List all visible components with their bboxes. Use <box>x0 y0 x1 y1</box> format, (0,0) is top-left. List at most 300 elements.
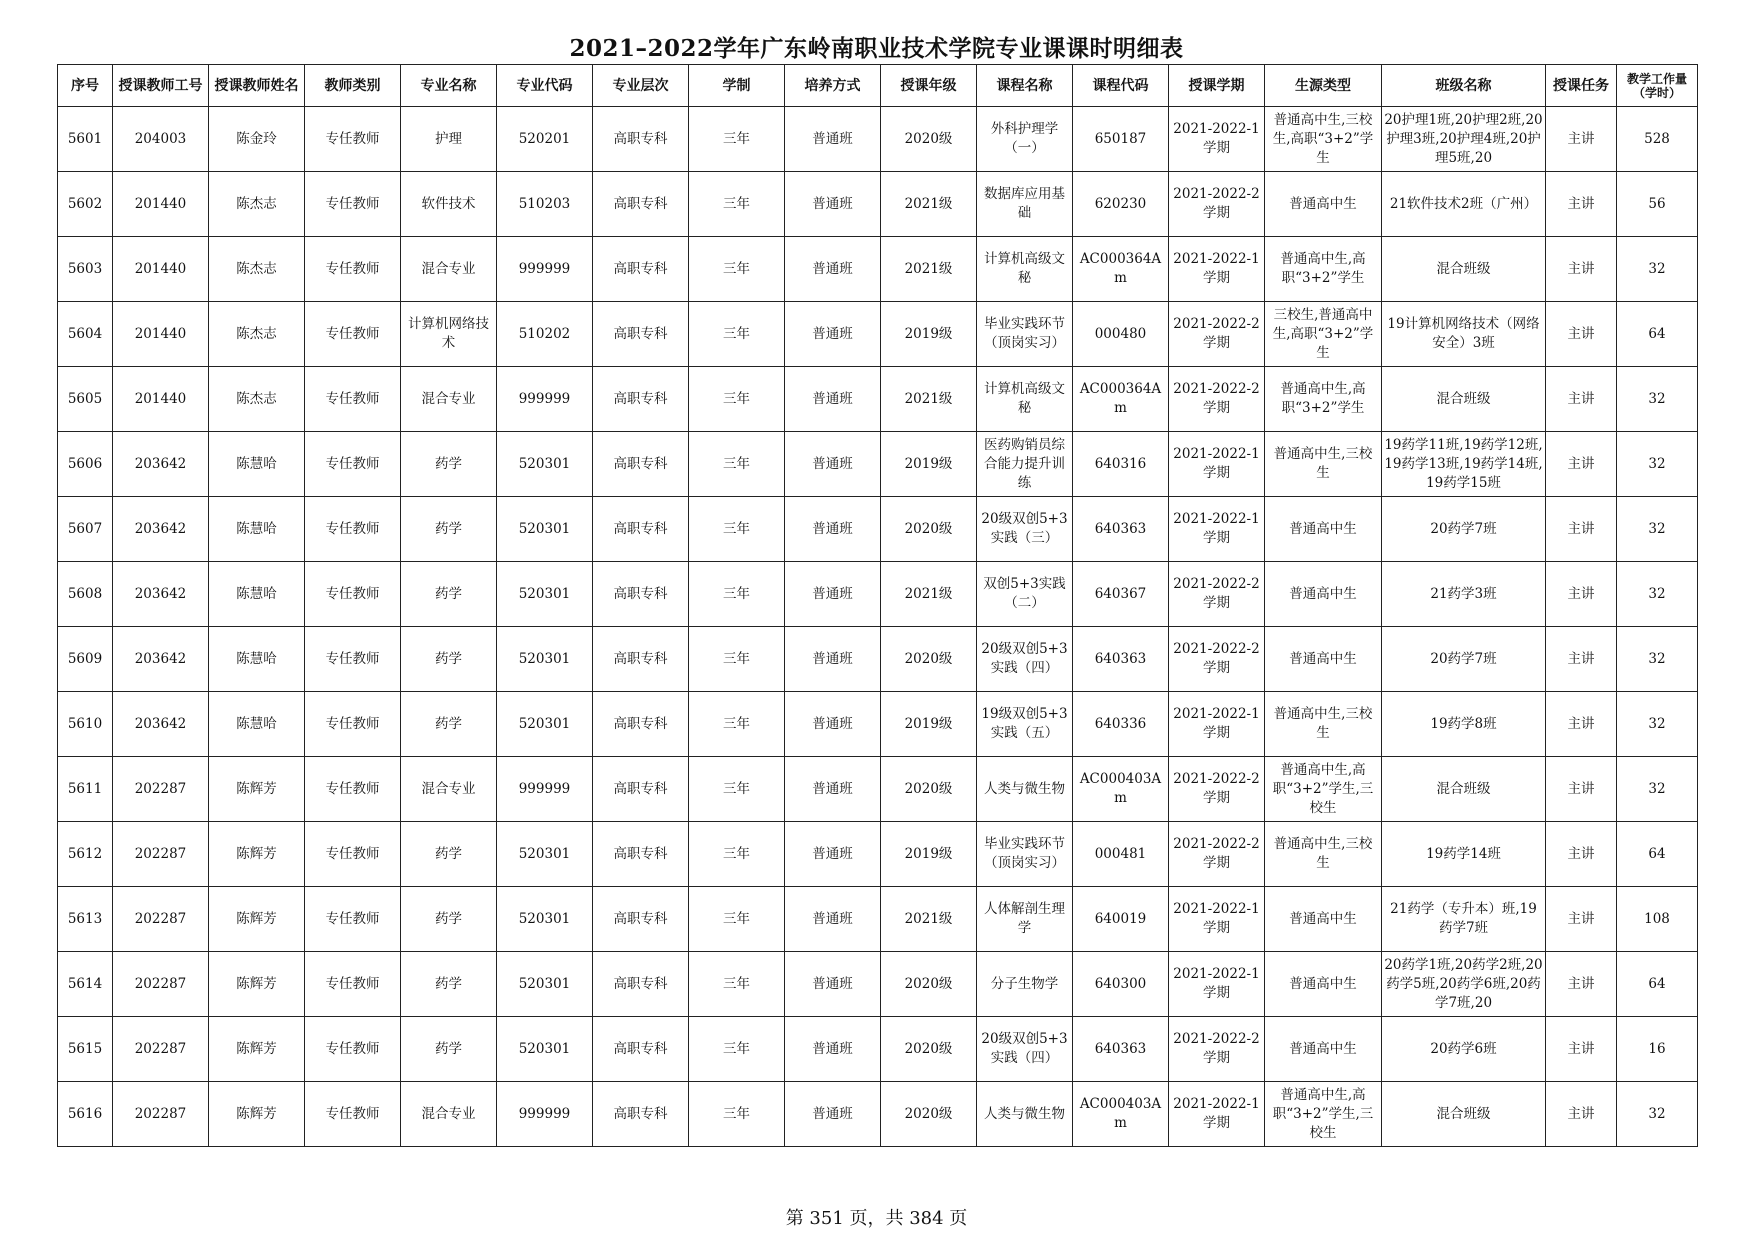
table-cell <box>785 302 881 367</box>
course-hours-table <box>57 64 1698 1147</box>
cell-text: 高职专科 <box>613 780 668 797</box>
table-cell <box>1617 172 1698 237</box>
table-cell <box>497 757 593 822</box>
cell-text: 普通班 <box>812 325 853 342</box>
cell-text: 普通高中生 <box>1289 650 1357 667</box>
cell-text: 2021-2022-2学期 <box>1173 576 1260 611</box>
table-cell <box>1073 367 1169 432</box>
table-cell <box>209 692 305 757</box>
table-cell <box>689 757 785 822</box>
table-cell <box>1073 822 1169 887</box>
table-cell <box>689 302 785 367</box>
cell-text: 普通高中生 <box>1289 520 1357 537</box>
table-cell <box>1169 952 1265 1017</box>
table-cell <box>1073 1017 1169 1082</box>
column-header: 课程代码 <box>1073 65 1169 107</box>
table-row <box>58 367 1698 432</box>
table-cell <box>689 562 785 627</box>
table-cell <box>305 952 401 1017</box>
cell-text: 高职专科 <box>613 585 668 602</box>
table-cell <box>58 822 113 887</box>
cell-text: 2020级 <box>904 650 953 667</box>
table-cell <box>401 627 497 692</box>
table-cell <box>1169 302 1265 367</box>
cell-text: 专任教师 <box>325 130 380 147</box>
cell-text: 专任教师 <box>325 520 380 537</box>
cell-text: 三年 <box>723 1040 750 1057</box>
cell-text: 21软件技术2班（广州） <box>1389 195 1538 212</box>
table-cell <box>977 497 1073 562</box>
cell-text: 2021级 <box>904 195 953 212</box>
cell-text: 高职专科 <box>613 1040 668 1057</box>
cell-text: AC000403Am <box>1079 771 1162 806</box>
table-cell <box>58 757 113 822</box>
page-title: 2021–2022学年广东岭南职业技术学院专业课课时明细表 <box>569 35 1184 62</box>
table-cell <box>113 172 209 237</box>
cell-text: 主讲 <box>1567 780 1595 797</box>
cell-text: 三年 <box>723 130 750 147</box>
cell-text: 三年 <box>723 260 750 277</box>
table-cell <box>1546 1017 1617 1082</box>
cell-text: 201440 <box>134 195 187 212</box>
column-header: 培养方式 <box>785 65 881 107</box>
table-cell <box>977 887 1073 952</box>
cell-text: 20护理1班,20护理2班,20护理3班,20护理4班,20护理5班,20 <box>1384 111 1543 166</box>
table-cell <box>209 627 305 692</box>
table-row <box>58 757 1698 822</box>
table-cell <box>881 107 977 172</box>
table-cell <box>593 432 689 497</box>
table-cell <box>1617 757 1698 822</box>
cell-text: 5615 <box>67 1040 103 1057</box>
table-cell <box>1617 627 1698 692</box>
column-header: 授课教师工号 <box>113 65 209 107</box>
table-cell <box>689 237 785 302</box>
cell-text: 2021-2022-1学期 <box>1173 511 1260 546</box>
cell-text: 32 <box>1648 390 1666 407</box>
cell-text: 2021-2022-1学期 <box>1173 966 1260 1001</box>
table-cell <box>689 432 785 497</box>
cell-text: 999999 <box>518 780 571 797</box>
table-cell <box>1073 627 1169 692</box>
table-cell <box>58 172 113 237</box>
table-cell <box>497 367 593 432</box>
table-cell <box>209 367 305 432</box>
cell-text: 5611 <box>67 780 103 797</box>
table-cell <box>497 497 593 562</box>
cell-text: 520301 <box>518 520 571 537</box>
table-cell <box>1617 822 1698 887</box>
table-row <box>58 107 1698 172</box>
table-cell <box>977 757 1073 822</box>
table-row <box>58 237 1698 302</box>
cell-text: 专任教师 <box>325 975 380 992</box>
table-cell <box>1546 432 1617 497</box>
table-cell <box>689 822 785 887</box>
cell-text: 陈辉芳 <box>236 1040 277 1057</box>
table-cell <box>1169 627 1265 692</box>
cell-text: 普通高中生,高职“3+2”学生,三校生 <box>1272 761 1374 816</box>
cell-text: 5603 <box>67 260 103 277</box>
cell-text: 2021-2022-1学期 <box>1173 121 1260 156</box>
cell-text: 5613 <box>67 910 103 927</box>
cell-text: 药学 <box>435 910 462 927</box>
table-cell <box>1265 692 1382 757</box>
cell-text: 普通高中生,高职“3+2”学生 <box>1280 251 1366 286</box>
cell-text: 双创5+3实践（二） <box>983 576 1066 611</box>
table-cell <box>113 497 209 562</box>
cell-text: 高职专科 <box>613 715 668 732</box>
cell-text: 高职专科 <box>613 260 668 277</box>
table-cell <box>1073 952 1169 1017</box>
table-cell <box>881 952 977 1017</box>
table-cell <box>401 172 497 237</box>
table-cell <box>1073 1082 1169 1147</box>
cell-text: 2021-2022-1学期 <box>1173 901 1260 936</box>
table-cell <box>881 692 977 757</box>
cell-text: 主讲 <box>1567 910 1595 927</box>
cell-text: 19药学8班 <box>1430 715 1497 732</box>
table-cell <box>58 237 113 302</box>
cell-text: 主讲 <box>1567 585 1595 602</box>
table-cell <box>113 1017 209 1082</box>
cell-text: 32 <box>1648 260 1666 277</box>
cell-text: 主讲 <box>1567 390 1595 407</box>
table-cell <box>58 1017 113 1082</box>
table-cell <box>1169 1082 1265 1147</box>
column-header: 序号 <box>58 65 113 107</box>
table-cell <box>497 822 593 887</box>
cell-text: 混合班级 <box>1436 260 1491 277</box>
table-cell <box>113 952 209 1017</box>
table-cell <box>58 367 113 432</box>
table-cell <box>497 1017 593 1082</box>
cell-text: 普通高中生,高职“3+2”学生 <box>1280 381 1366 416</box>
table-cell <box>113 562 209 627</box>
cell-text: 520301 <box>518 650 571 667</box>
cell-text: 2021-2022-2学期 <box>1173 641 1260 676</box>
table-cell <box>497 172 593 237</box>
table-body <box>58 107 1698 1147</box>
cell-text: 2019级 <box>904 845 953 862</box>
cell-text: 专任教师 <box>325 780 380 797</box>
cell-text: 药学 <box>435 845 462 862</box>
cell-text: 高职专科 <box>613 845 668 862</box>
table-cell <box>1382 237 1546 302</box>
table-cell <box>305 107 401 172</box>
cell-text: 主讲 <box>1567 845 1595 862</box>
table-cell <box>1265 1017 1382 1082</box>
cell-text: 203642 <box>134 455 187 472</box>
table-cell <box>977 822 1073 887</box>
column-header: 授课学期 <box>1169 65 1265 107</box>
cell-text: 普通班 <box>812 260 853 277</box>
column-header: 学制 <box>689 65 785 107</box>
cell-text: 202287 <box>134 975 187 992</box>
cell-text: 高职专科 <box>613 390 668 407</box>
cell-text: 高职专科 <box>613 455 668 472</box>
table-cell <box>1169 107 1265 172</box>
cell-text: 高职专科 <box>613 975 668 992</box>
table-cell <box>401 692 497 757</box>
table-cell <box>593 107 689 172</box>
table-cell <box>1265 172 1382 237</box>
table-cell <box>593 497 689 562</box>
table-cell <box>1073 302 1169 367</box>
cell-text: 21药学3班 <box>1430 585 1497 602</box>
table-cell <box>977 1017 1073 1082</box>
table-cell <box>113 822 209 887</box>
table-cell <box>1546 692 1617 757</box>
table-cell <box>401 887 497 952</box>
table-cell <box>689 497 785 562</box>
table-cell <box>1169 367 1265 432</box>
table-cell <box>593 1082 689 1147</box>
cell-text: 陈辉芳 <box>236 975 277 992</box>
cell-text: 203642 <box>134 520 187 537</box>
cell-text: 普通班 <box>812 455 853 472</box>
table-row <box>58 172 1698 237</box>
cell-text: 201440 <box>134 260 187 277</box>
table-cell <box>881 887 977 952</box>
cell-text: 520301 <box>518 715 571 732</box>
table-cell <box>785 497 881 562</box>
table-cell <box>58 952 113 1017</box>
cell-text: 203642 <box>134 585 187 602</box>
cell-text: 普通高中生,三校生 <box>1273 836 1373 871</box>
cell-text: 三年 <box>723 1105 750 1122</box>
cell-text: 204003 <box>134 130 187 147</box>
cell-text: 32 <box>1648 715 1666 732</box>
table-cell <box>1169 692 1265 757</box>
table-cell <box>1546 1082 1617 1147</box>
cell-text: 2020级 <box>904 520 953 537</box>
cell-text: 普通高中生,高职“3+2”学生,三校生 <box>1272 1086 1374 1141</box>
table-cell <box>1617 497 1698 562</box>
cell-text: 2021-2022-2学期 <box>1173 836 1260 871</box>
cell-text: 陈辉芳 <box>236 910 277 927</box>
cell-text: 专任教师 <box>325 845 380 862</box>
table-cell <box>881 367 977 432</box>
cell-text: 2019级 <box>904 455 953 472</box>
cell-text: 203642 <box>134 650 187 667</box>
cell-text: 毕业实践环节（顶岗实习） <box>984 836 1065 871</box>
cell-text: 陈慧哈 <box>236 715 277 732</box>
table-cell <box>497 562 593 627</box>
cell-text: 专任教师 <box>325 390 380 407</box>
cell-text: 三年 <box>723 650 750 667</box>
cell-text: 人类与微生物 <box>984 780 1065 797</box>
table-cell <box>881 757 977 822</box>
cell-text: 640363 <box>1094 1040 1147 1057</box>
cell-text: 陈慧哈 <box>236 585 277 602</box>
cell-text: 64 <box>1648 845 1666 862</box>
table-cell <box>977 1082 1073 1147</box>
cell-text: 混合专业 <box>421 260 476 277</box>
cell-text: 陈辉芳 <box>236 1105 277 1122</box>
cell-text: AC000364Am <box>1079 251 1162 286</box>
cell-text: 32 <box>1648 780 1666 797</box>
table-cell <box>401 1082 497 1147</box>
table-cell <box>689 692 785 757</box>
cell-text: 普通高中生 <box>1289 585 1357 602</box>
cell-text: 19计算机网络技术（网络安全）3班 <box>1387 316 1540 351</box>
cell-text: 药学 <box>435 975 462 992</box>
table-cell <box>113 887 209 952</box>
cell-text: 三年 <box>723 715 750 732</box>
cell-text: 普通班 <box>812 975 853 992</box>
cell-text: 药学 <box>435 585 462 602</box>
table-cell <box>785 367 881 432</box>
cell-text: AC000403Am <box>1079 1096 1162 1131</box>
table-cell <box>1546 302 1617 367</box>
cell-text: 医药购销员综合能力提升训练 <box>984 436 1065 491</box>
table-cell <box>977 107 1073 172</box>
cell-text: 主讲 <box>1567 455 1595 472</box>
table-cell <box>785 1082 881 1147</box>
table-cell <box>1169 172 1265 237</box>
table-cell <box>305 367 401 432</box>
table-cell <box>1546 497 1617 562</box>
table-cell <box>1265 887 1382 952</box>
table-cell <box>209 757 305 822</box>
table-cell <box>401 237 497 302</box>
cell-text: 陈杰志 <box>236 260 277 277</box>
cell-text: 5614 <box>67 975 103 992</box>
cell-text: 5608 <box>67 585 103 602</box>
table-cell <box>1617 237 1698 302</box>
column-header: 班级名称 <box>1382 65 1546 107</box>
cell-text: 000481 <box>1094 845 1147 862</box>
table-cell <box>1617 952 1698 1017</box>
cell-text: 5609 <box>67 650 103 667</box>
table-cell <box>1546 887 1617 952</box>
column-header: 专业名称 <box>401 65 497 107</box>
cell-text: 16 <box>1648 1040 1666 1057</box>
cell-text: 520301 <box>518 585 571 602</box>
table-cell <box>1382 692 1546 757</box>
table-cell <box>1382 822 1546 887</box>
table-cell <box>58 302 113 367</box>
table-cell <box>1169 757 1265 822</box>
table-cell <box>1382 432 1546 497</box>
table-cell <box>1617 1082 1698 1147</box>
cell-text: 2020级 <box>904 780 953 797</box>
table-cell <box>58 627 113 692</box>
cell-text: 三年 <box>723 975 750 992</box>
table-cell <box>1546 627 1617 692</box>
table-cell <box>305 757 401 822</box>
table-cell <box>881 497 977 562</box>
cell-text: 650187 <box>1094 130 1147 147</box>
cell-text: 专任教师 <box>325 1040 380 1057</box>
table-cell <box>497 627 593 692</box>
cell-text: 20药学7班 <box>1430 520 1497 537</box>
cell-text: 专任教师 <box>325 650 380 667</box>
table-cell <box>881 822 977 887</box>
table-cell <box>209 107 305 172</box>
column-header: 授课教师姓名 <box>209 65 305 107</box>
table-cell <box>497 887 593 952</box>
cell-text: 护理 <box>435 130 462 147</box>
table-cell <box>1169 237 1265 302</box>
table-cell <box>881 237 977 302</box>
table-cell <box>977 952 1073 1017</box>
cell-text: 510203 <box>518 195 571 212</box>
table-cell <box>58 1082 113 1147</box>
table-cell <box>1546 822 1617 887</box>
cell-text: 混合专业 <box>421 1105 476 1122</box>
table-cell <box>1382 302 1546 367</box>
table-cell <box>209 887 305 952</box>
cell-text: 三年 <box>723 780 750 797</box>
cell-text: 人类与微生物 <box>984 1105 1065 1122</box>
table-cell <box>1265 562 1382 627</box>
cell-text: 普通班 <box>812 195 853 212</box>
table-cell <box>113 432 209 497</box>
cell-text: 药学 <box>435 520 462 537</box>
cell-text: 5601 <box>67 130 103 147</box>
table-cell <box>977 562 1073 627</box>
table-cell <box>305 887 401 952</box>
table-cell <box>1265 497 1382 562</box>
cell-text: 640300 <box>1094 975 1147 992</box>
table-cell <box>1382 887 1546 952</box>
cell-text: 201440 <box>134 390 187 407</box>
table-cell <box>977 172 1073 237</box>
table-cell <box>689 952 785 1017</box>
cell-text: 640367 <box>1094 585 1147 602</box>
cell-text: 陈杰志 <box>236 195 277 212</box>
table-cell <box>1265 237 1382 302</box>
table-cell <box>593 692 689 757</box>
column-header: 授课任务 <box>1546 65 1617 107</box>
cell-text: 620230 <box>1094 195 1147 212</box>
table-cell <box>497 237 593 302</box>
table-cell <box>1169 822 1265 887</box>
cell-text: 三校生,普通高中生,高职“3+2”学生 <box>1272 306 1374 361</box>
table-cell <box>113 367 209 432</box>
column-header: 专业层次 <box>593 65 689 107</box>
table-cell <box>1546 107 1617 172</box>
table-row <box>58 562 1698 627</box>
cell-text: 202287 <box>134 845 187 862</box>
table-cell <box>881 302 977 367</box>
cell-text: 三年 <box>723 910 750 927</box>
table-cell <box>593 757 689 822</box>
table-cell <box>58 432 113 497</box>
table-cell <box>593 952 689 1017</box>
table-cell <box>1382 952 1546 1017</box>
table-cell <box>785 107 881 172</box>
table-cell <box>305 172 401 237</box>
table-cell <box>881 172 977 237</box>
cell-text: 普通高中生,三校生 <box>1273 706 1373 741</box>
column-header: 授课年级 <box>881 65 977 107</box>
cell-text: 2021-2022-2学期 <box>1173 1031 1260 1066</box>
table-cell <box>401 1017 497 1082</box>
table-cell <box>593 822 689 887</box>
cell-text: 普通高中生,三校生 <box>1273 446 1373 481</box>
table-cell <box>1073 432 1169 497</box>
cell-text: 528 <box>1644 130 1670 147</box>
cell-text: 19级双创5+3实践（五） <box>981 706 1068 741</box>
cell-text: 计算机高级文秘 <box>984 381 1065 416</box>
table-cell <box>881 627 977 692</box>
table-cell <box>1546 757 1617 822</box>
table-cell <box>785 822 881 887</box>
table-cell <box>1169 1017 1265 1082</box>
